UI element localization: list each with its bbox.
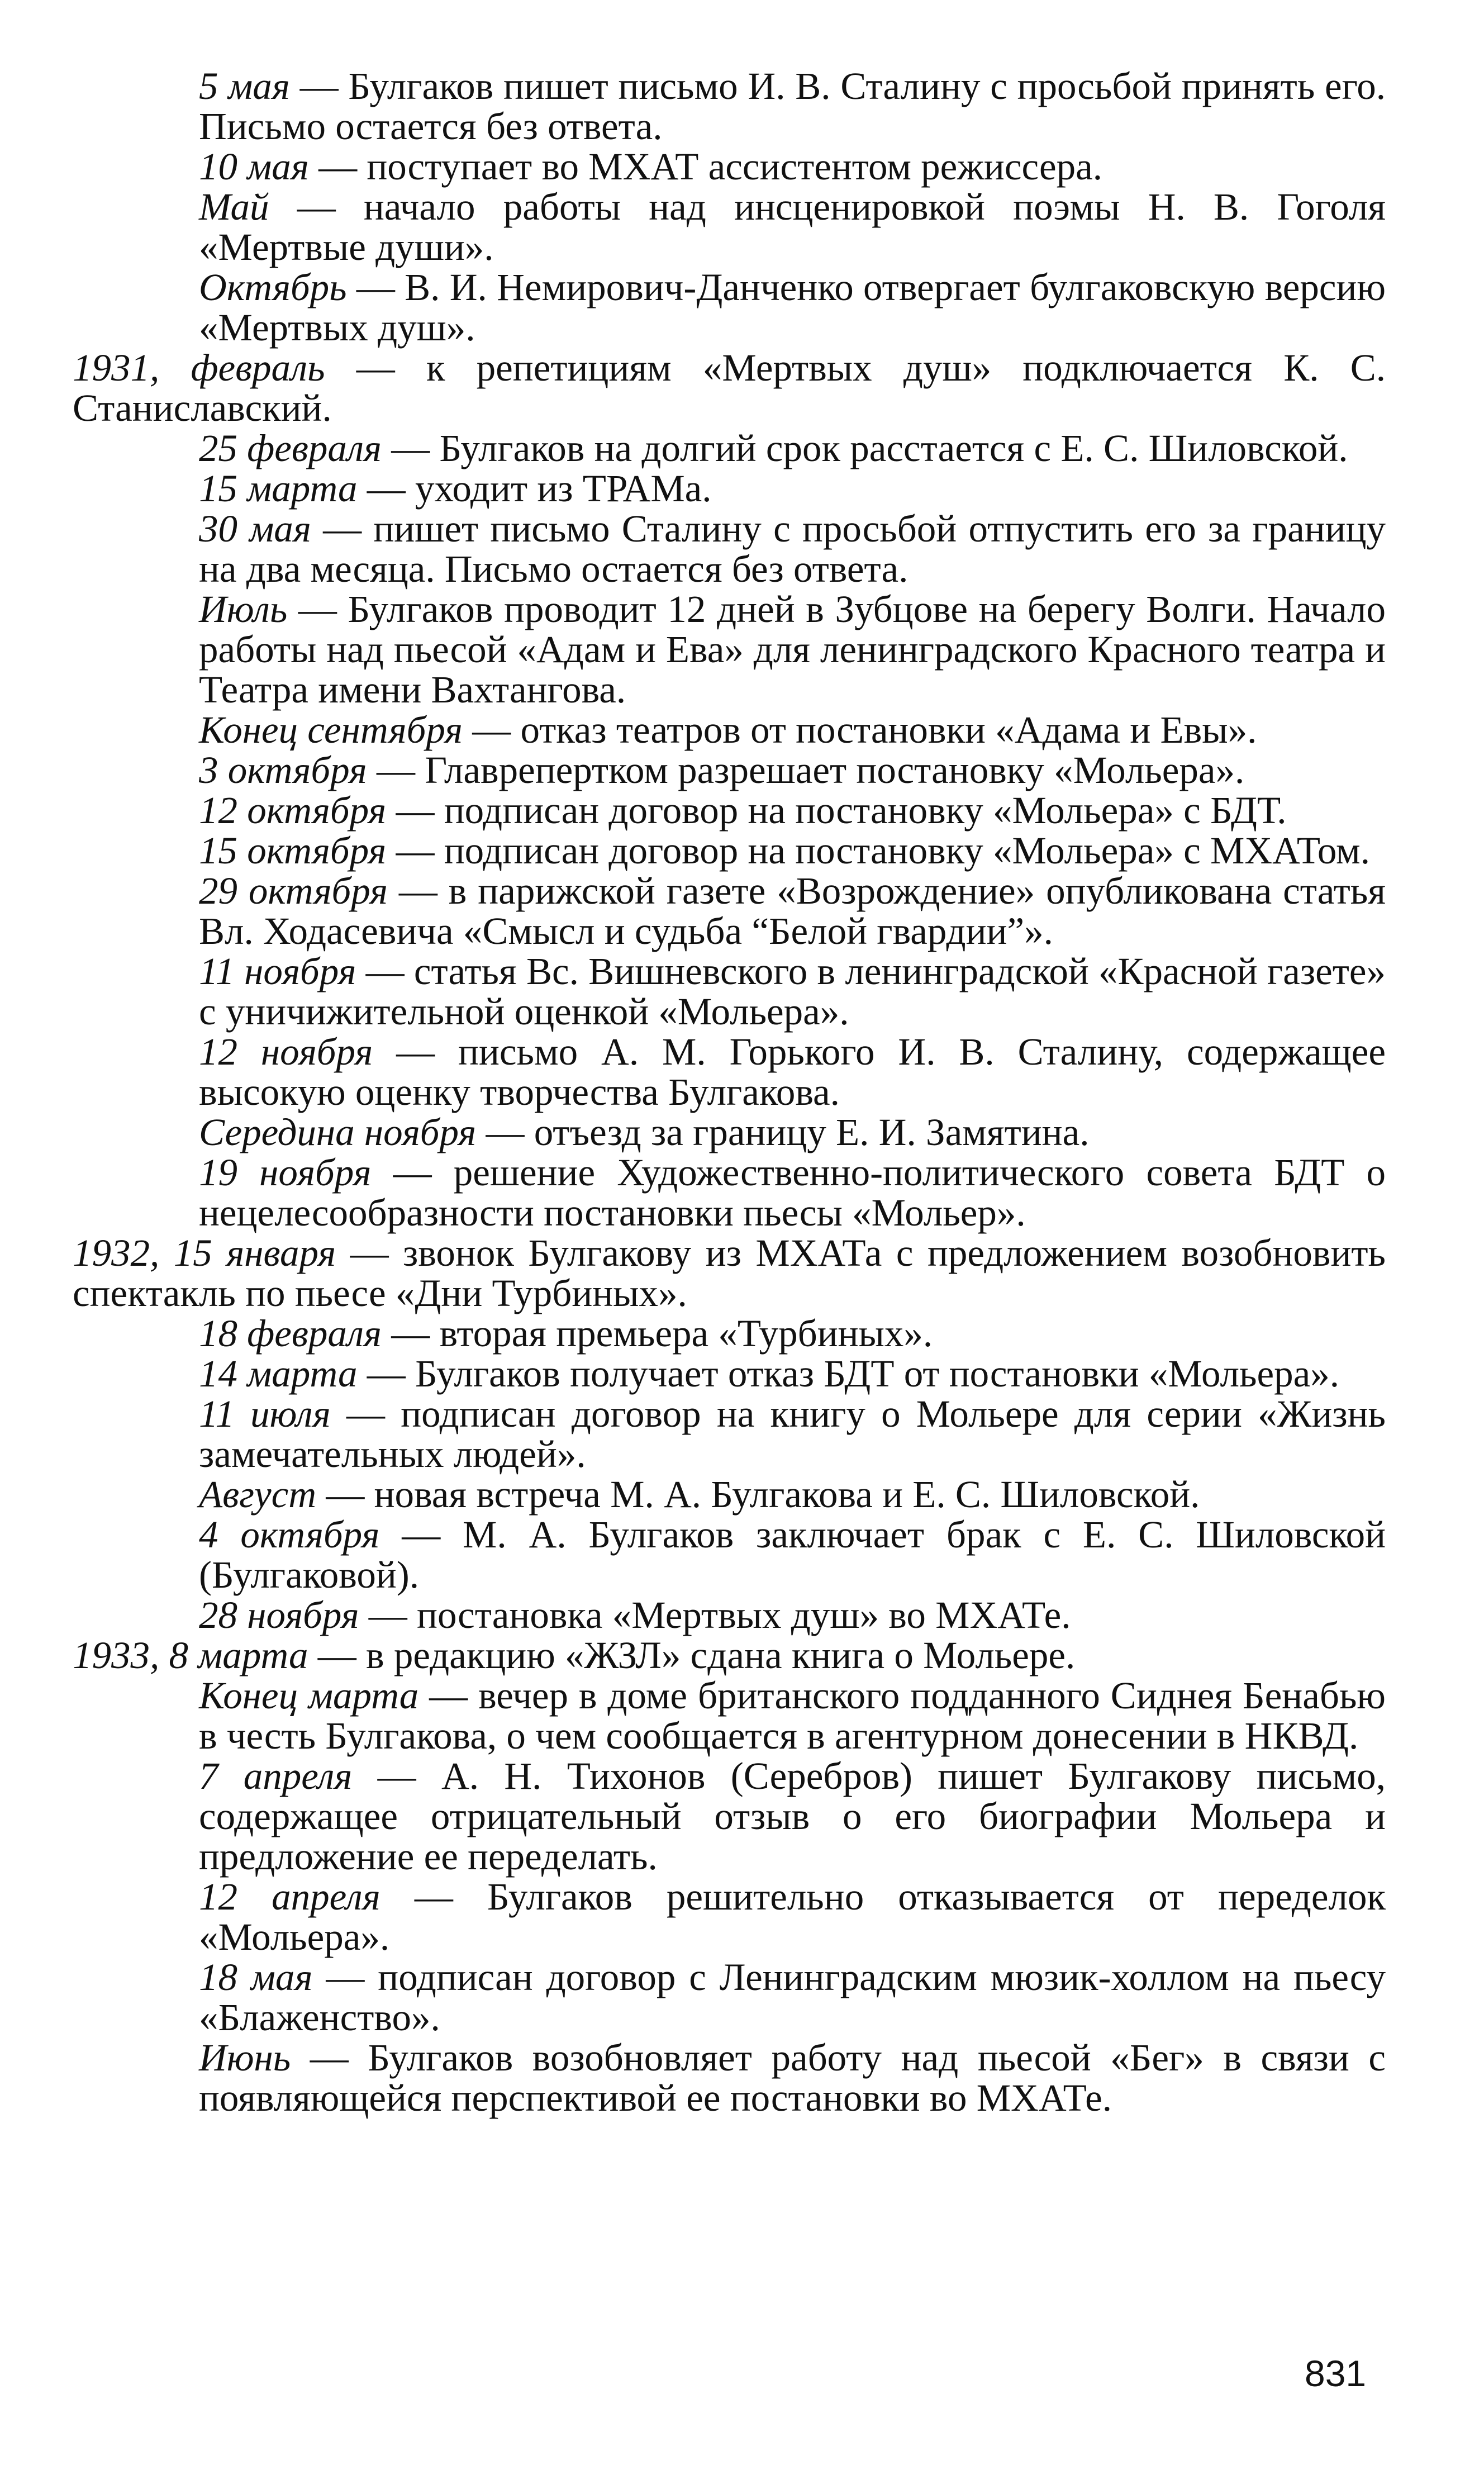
entry-date: 19 ноября xyxy=(199,1151,372,1194)
entry-date: 18 февраля xyxy=(199,1312,382,1355)
entry-date: 15 марта xyxy=(199,467,358,510)
entry-date: 7 апреля xyxy=(199,1755,353,1797)
entry-text: — начало работы над инсценировкой поэмы Н. В. Гоголя «Мертвые души». xyxy=(199,186,1386,268)
chronology-page xyxy=(73,66,1386,2118)
chronology-entry xyxy=(73,1957,1386,2037)
entry-text: — статья Вс. Вишневского в ленинградской «Красной газете» с уничижительной оценкой «Мольера». xyxy=(199,950,1386,1033)
chronology-entry xyxy=(73,509,1386,589)
entry-date: 15 января xyxy=(173,1232,336,1274)
entry-date: 11 ноября xyxy=(199,950,356,992)
entry-text: — Булгаков возобновляет работу над пьесой «Бег» в связи с появляющейся перспективой ее постановки во МХАТе. xyxy=(199,2036,1386,2119)
entry-text: — Булгаков на долгий срок расстается с Е. С. Шиловской. xyxy=(381,427,1348,469)
entry-date: Август xyxy=(199,1473,317,1516)
chronology-entry xyxy=(73,187,1386,267)
entry-text: — постановка «Мертвых душ» во МХАТе. xyxy=(359,1594,1071,1636)
chronology-entry xyxy=(73,428,1386,468)
chronology-entry xyxy=(73,1595,1386,1635)
entry-date: Июль xyxy=(199,588,288,630)
entry-date: 3 октября xyxy=(199,749,367,791)
entry-text: — подписан договор на постановку «Мольера» с БДТ. xyxy=(386,789,1287,832)
chronology-entry xyxy=(73,267,1386,348)
chronology-entry xyxy=(73,750,1386,790)
entry-text: — Булгаков проводит 12 дней в Зубцове на берегу Волги. Начало работы над пьесой «Адам и Ева» для ленинградского Красного театра и Театра имени Вахтангова. xyxy=(199,588,1386,711)
chronology-entry xyxy=(73,1394,1386,1474)
entry-date: 28 ноября xyxy=(199,1594,359,1636)
chronology-entry xyxy=(73,710,1386,750)
entry-date: 14 марта xyxy=(199,1352,358,1395)
entry-date: 25 февраля xyxy=(199,427,382,469)
entry-text: — пишет письмо Сталину с просьбой отпустить его за границу на два месяца. Письмо остается без ответа. xyxy=(199,507,1386,590)
chronology-entry xyxy=(73,1635,1386,1675)
entry-year: 1932, xyxy=(73,1232,174,1274)
entry-date: Май xyxy=(199,186,269,228)
entry-text: — подписан договор на книгу о Мольере для серии «Жизнь замечательных людей». xyxy=(199,1393,1386,1475)
chronology-entry xyxy=(73,1313,1386,1353)
entry-text: — письмо А. М. Горького И. В. Сталину, содержащее высокую оценку творчества Булгакова. xyxy=(199,1030,1386,1113)
entry-date: 30 мая xyxy=(199,507,311,550)
chronology-entry xyxy=(73,1152,1386,1233)
entry-text: — Булгаков пишет письмо И. В. Сталину с просьбой принять его. Письмо остается без ответа. xyxy=(199,65,1386,148)
entry-text: — к репетициям «Мертвых душ» подключается К. С. Станиславский. xyxy=(73,346,1386,429)
chronology-entry xyxy=(73,1474,1386,1514)
entry-text: — В. И. Немирович-Данченко отвергает булгаковскую версию «Мертвых душ». xyxy=(199,266,1386,349)
entry-date: 12 ноября xyxy=(199,1030,373,1073)
entry-text: — решение Художественно-политического совета БДТ о нецелесообразности постановки пьесы «Мольер». xyxy=(199,1151,1386,1234)
entry-date: 5 мая xyxy=(199,65,290,107)
chronology-entry xyxy=(73,951,1386,1032)
chronology-entry xyxy=(73,146,1386,187)
chronology-entry xyxy=(73,1514,1386,1595)
entry-text: — отказ театров от постановки «Адама и Евы». xyxy=(462,709,1257,751)
chronology-entry xyxy=(73,2037,1386,2118)
entry-text: — М. А. Булгаков заключает брак с Е. С. Шиловской (Булгаковой). xyxy=(199,1513,1386,1596)
entry-date: 11 июля xyxy=(199,1393,331,1435)
entry-date: 29 октября xyxy=(199,870,388,912)
chronology-entry xyxy=(73,1032,1386,1112)
entry-date: 12 апреля xyxy=(199,1875,380,1918)
chronology-entry xyxy=(73,871,1386,951)
chronology-entry xyxy=(73,830,1386,871)
entry-date: Конец сентября xyxy=(199,709,463,751)
chronology-entry xyxy=(73,468,1386,509)
entry-text: — уходит из ТРАМа. xyxy=(357,467,712,510)
entry-date: 15 октября xyxy=(199,829,387,872)
chronology-entry xyxy=(73,1353,1386,1394)
entry-text: — в парижской газете «Возрождение» опубликована статья Вл. Ходасевича «Смысл и судьба “Белой гвардии”». xyxy=(199,870,1386,952)
page-number: 831 xyxy=(1305,2353,1367,2394)
chronology-entry xyxy=(73,1756,1386,1877)
entry-date: 4 октября xyxy=(199,1513,380,1556)
chronology-entry xyxy=(73,1112,1386,1152)
entry-text: — в редакцию «ЖЗЛ» сдана книга о Мольере. xyxy=(308,1634,1076,1676)
entry-text: — новая встреча М. А. Булгакова и Е. С. Шиловской. xyxy=(316,1473,1200,1516)
entry-text: — Булгаков решительно отказывается от переделок «Мольера». xyxy=(199,1875,1386,1958)
entry-date: 8 марта xyxy=(169,1634,308,1676)
entry-date: Июнь xyxy=(199,2036,291,2079)
chronology-entry xyxy=(73,790,1386,830)
chronology-entry xyxy=(73,589,1386,710)
entry-text: — Булгаков получает отказ БДТ от постановки «Мольера». xyxy=(357,1352,1339,1395)
entry-text: — Главрепертком разрешает постановку «Мольера». xyxy=(367,749,1245,791)
entry-text: — вечер в доме британского подданного Сиднея Бенабью в честь Булгакова, о чем сообщается в агентурном донесении в НКВД. xyxy=(199,1674,1386,1757)
chronology-entry xyxy=(73,348,1386,428)
entry-date: Середина ноября xyxy=(199,1111,477,1153)
chronology-entry xyxy=(73,1675,1386,1756)
entry-date: 10 мая xyxy=(199,145,309,188)
entry-text: — отъезд за границу Е. И. Замятина. xyxy=(476,1111,1090,1153)
entry-text: — поступает во МХАТ ассистентом режиссера. xyxy=(308,145,1102,188)
entry-text: — звонок Булгакову из МХАТа с предложением возобновить спектакль по пьесе «Дни Турбиных». xyxy=(73,1232,1386,1314)
entry-date: Октябрь xyxy=(199,266,347,308)
entry-text: — А. Н. Тихонов (Серебров) пишет Булгакову письмо, содержащее отрицательный отзыв о его биографии Мольера и предложение ее переделать. xyxy=(199,1755,1386,1878)
entry-date: Конец марта xyxy=(199,1674,419,1717)
entry-year: 1933, xyxy=(73,1634,169,1676)
chronology-entry xyxy=(73,66,1386,146)
chronology-entry xyxy=(73,1233,1386,1313)
entry-date: февраль xyxy=(191,346,325,389)
entry-text: — подписан договор с Ленинградским мюзик-холлом на пьесу «Блаженство». xyxy=(199,1956,1386,2039)
entry-date: 12 октября xyxy=(199,789,387,832)
entry-date: 18 мая xyxy=(199,1956,313,1998)
entry-text: — подписан договор на постановку «Мольера» с МХАТом. xyxy=(386,829,1370,872)
entry-year: 1931, xyxy=(73,346,191,389)
chronology-entry xyxy=(73,1877,1386,1957)
entry-text: — вторая премьера «Турбиных». xyxy=(381,1312,933,1355)
